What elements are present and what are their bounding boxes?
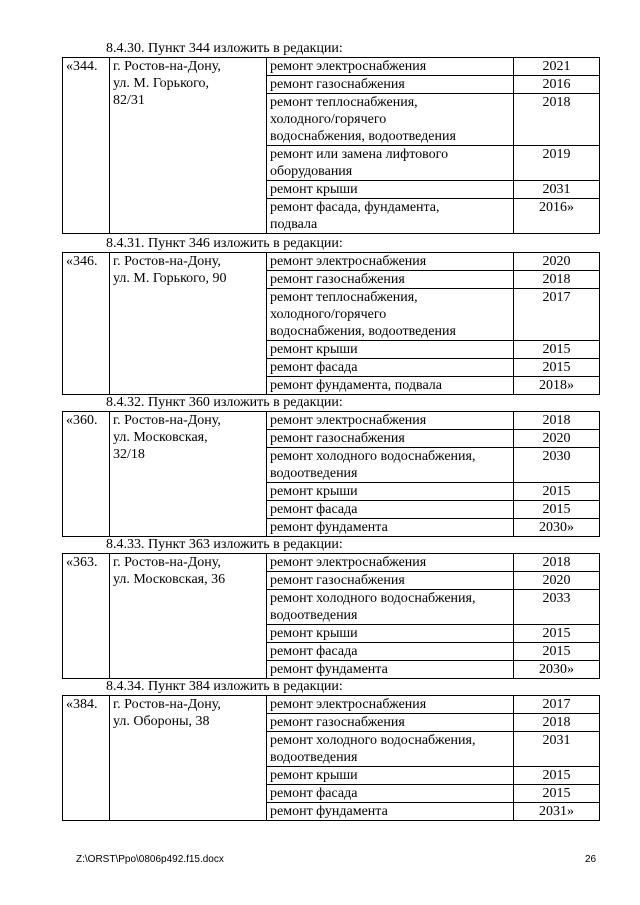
work-type: ремонт холодного водоснабжения, водоотведения <box>267 448 514 483</box>
work-type: ремонт фундамента, подвала <box>267 377 514 395</box>
section-title: 8.4.32. Пункт 360 изложить в редакции: <box>106 395 343 410</box>
work-year: 2020 <box>514 253 600 271</box>
work-year: 2018 <box>514 554 600 572</box>
item-number: «384. <box>63 696 110 821</box>
work-year: 2030» <box>514 661 600 679</box>
work-year: 2015 <box>514 359 600 377</box>
work-type: ремонт фасада <box>267 785 514 803</box>
work-type: ремонт крыши <box>267 341 514 359</box>
work-type: ремонт фундамента <box>267 519 514 537</box>
table-row <box>63 58 600 76</box>
work-year: 2015 <box>514 625 600 643</box>
work-year: 2015 <box>514 785 600 803</box>
table-row <box>63 412 600 430</box>
work-type: ремонт электроснабжения <box>267 412 514 430</box>
work-year: 2018 <box>514 271 600 289</box>
section-title: 8.4.33. Пункт 363 изложить в редакции: <box>106 537 343 552</box>
work-type: ремонт фасада <box>267 501 514 519</box>
work-type: ремонт фундамента <box>267 661 514 679</box>
work-type: ремонт фасада, фундамента, подвала <box>267 199 514 234</box>
table-row <box>63 253 600 271</box>
work-type: ремонт крыши <box>267 767 514 785</box>
work-type: ремонт фундамента <box>267 803 514 821</box>
section-title: 8.4.31. Пункт 346 изложить в редакции: <box>106 236 343 251</box>
item-number: «346. <box>63 253 110 395</box>
work-year: 2021 <box>514 58 600 76</box>
work-year: 2030» <box>514 519 600 537</box>
work-type: ремонт холодного водоснабжения, водоотведения <box>267 732 514 767</box>
item-number: «360. <box>63 412 110 537</box>
work-type: ремонт газоснабжения <box>267 271 514 289</box>
work-type: ремонт газоснабжения <box>267 430 514 448</box>
work-type: ремонт теплоснабжения, холодного/горячего водоснабжения, водоотведения <box>267 94 514 146</box>
work-type: ремонт фасада <box>267 643 514 661</box>
page-number: 26 <box>585 854 597 865</box>
work-year: 2017 <box>514 289 600 341</box>
item-number: «363. <box>63 554 110 679</box>
work-year: 2020 <box>514 572 600 590</box>
work-year: 2016 <box>514 76 600 94</box>
work-year: 2018 <box>514 714 600 732</box>
section-title: 8.4.34. Пункт 384 изложить в редакции: <box>106 679 343 694</box>
work-type: ремонт фасада <box>267 359 514 377</box>
work-year: 2015 <box>514 643 600 661</box>
amendment-table <box>62 553 600 679</box>
work-year: 2015 <box>514 483 600 501</box>
work-year: 2017 <box>514 696 600 714</box>
work-type: ремонт электроснабжения <box>267 253 514 271</box>
work-year: 2015 <box>514 341 600 359</box>
work-type: ремонт электроснабжения <box>267 696 514 714</box>
work-type: ремонт крыши <box>267 181 514 199</box>
work-year: 2031 <box>514 732 600 767</box>
work-type: ремонт газоснабжения <box>267 572 514 590</box>
table-row <box>63 696 600 714</box>
item-address: г. Ростов-на-Дону, ул. Московская, 36 <box>110 554 267 679</box>
footer-file-path: Z:\ORST\Ppo\0806p492.f15.docx <box>76 854 224 865</box>
work-year: 2015 <box>514 501 600 519</box>
amendment-table <box>62 252 600 395</box>
work-type: ремонт холодного водоснабжения, водоотведения <box>267 590 514 625</box>
amendment-table <box>62 695 600 821</box>
work-type: ремонт крыши <box>267 625 514 643</box>
item-address: г. Ростов-на-Дону, ул. М. Горького, 82/31 <box>110 58 267 234</box>
table-row <box>63 554 600 572</box>
work-year: 2033 <box>514 590 600 625</box>
amendment-table <box>62 57 600 234</box>
work-type: ремонт электроснабжения <box>267 554 514 572</box>
work-year: 2018 <box>514 94 600 146</box>
work-type: ремонт или замена лифтового оборудования <box>267 146 514 181</box>
work-year: 2031» <box>514 803 600 821</box>
item-address: г. Ростов-на-Дону, ул. М. Горького, 90 <box>110 253 267 395</box>
amendment-table <box>62 411 600 537</box>
work-year: 2030 <box>514 448 600 483</box>
item-address: г. Ростов-на-Дону, ул. Московская, 32/18 <box>110 412 267 537</box>
work-year: 2016» <box>514 199 600 234</box>
work-type: ремонт газоснабжения <box>267 76 514 94</box>
work-year: 2018» <box>514 377 600 395</box>
work-type: ремонт газоснабжения <box>267 714 514 732</box>
work-type: ремонт крыши <box>267 483 514 501</box>
work-year: 2019 <box>514 146 600 181</box>
work-year: 2031 <box>514 181 600 199</box>
work-type: ремонт электроснабжения <box>267 58 514 76</box>
item-address: г. Ростов-на-Дону, ул. Обороны, 38 <box>110 696 267 821</box>
work-year: 2018 <box>514 412 600 430</box>
section-title: 8.4.30. Пункт 344 изложить в редакции: <box>106 41 343 56</box>
work-year: 2020 <box>514 430 600 448</box>
work-year: 2015 <box>514 767 600 785</box>
work-type: ремонт теплоснабжения, холодного/горячего водоснабжения, водоотведения <box>267 289 514 341</box>
item-number: «344. <box>63 58 110 234</box>
